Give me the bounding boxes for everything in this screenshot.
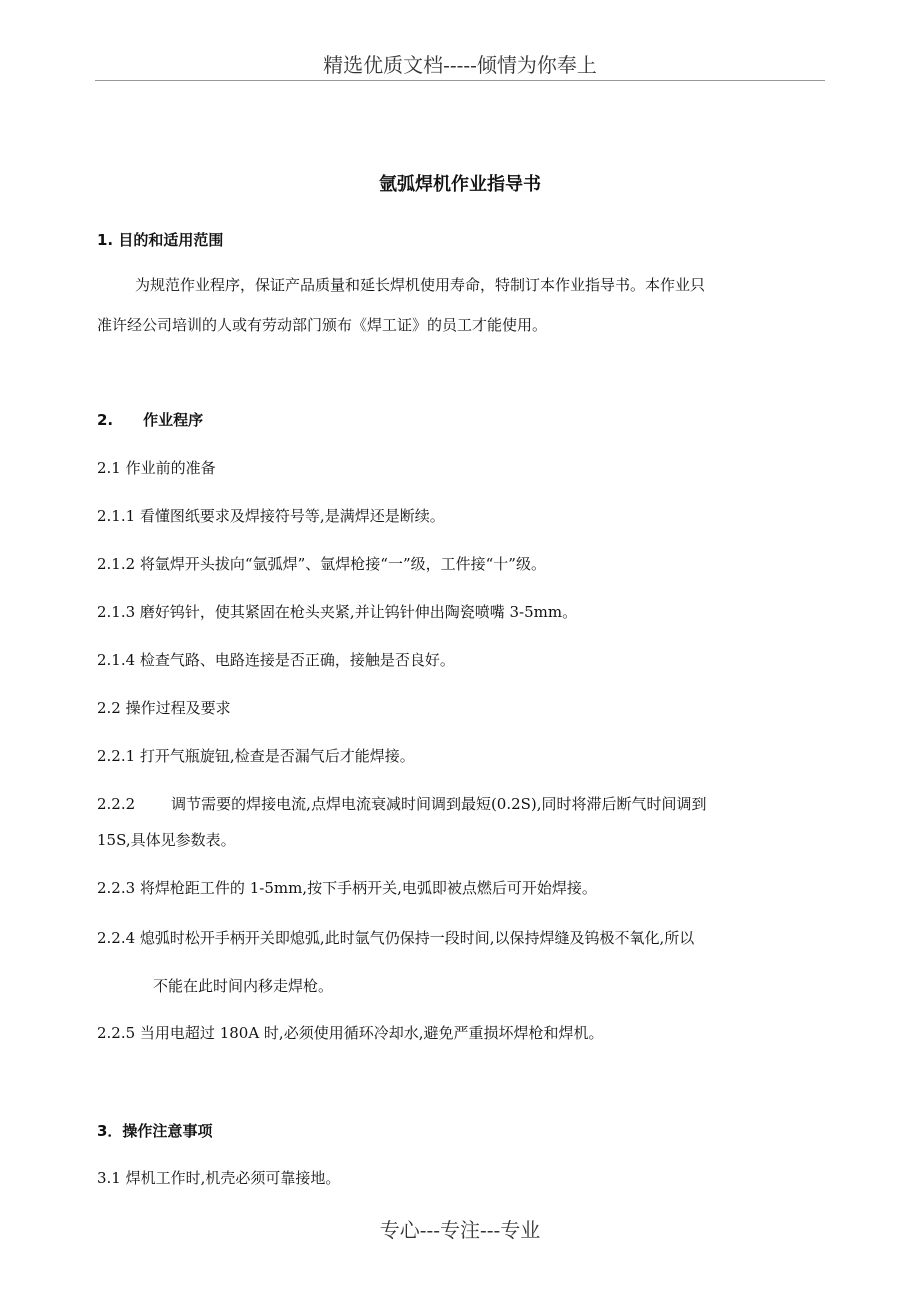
item-2-2-4-line-1: 2.2.4 熄弧时松开手柄开关即熄弧,此时氩气仍保持一段时间,以保持焊缝及钨极不氧化,所以 bbox=[97, 929, 695, 947]
document-title: 氩弧焊机作业指导书 bbox=[379, 174, 541, 195]
header-divider bbox=[95, 80, 825, 81]
item-2-2-4-line-2: 不能在此时间内移走焊枪。 bbox=[153, 977, 334, 995]
item-2-1-1: 2.1.1 看懂图纸要求及焊接符号等,是满焊还是断续。 bbox=[97, 507, 445, 525]
section-1-paragraph-line-2: 准许经公司培训的人或有劳动部门颁布《焊工证》的员工才能使用。 bbox=[97, 316, 548, 334]
item-2-2-3: 2.2.3 将焊枪距工件的 1-5mm,按下手柄开关,电弧即被点燃后可开始焊接。 bbox=[97, 879, 597, 897]
item-2-1: 2.1 作业前的准备 bbox=[97, 459, 216, 477]
section-2-number: 2. bbox=[97, 411, 114, 429]
section-1-paragraph-line-1: 为规范作业程序，保证产品质量和延长焊机使用寿命，特制订本作业指导书。本作业只 bbox=[135, 276, 706, 294]
section-1-heading: 1. 目的和适用范围 bbox=[97, 231, 224, 249]
item-2-2-2-text: 调节需要的焊接电流,点焊电流衰减时间调到最短(0.2S),同时将滞后断气时间调到 bbox=[171, 795, 707, 813]
section-3-heading: 3．操作注意事项 bbox=[97, 1122, 213, 1140]
item-2-2: 2.2 操作过程及要求 bbox=[97, 699, 231, 717]
item-2-2-2-line-2: 15S,具体见参数表。 bbox=[97, 831, 236, 849]
section-2-title: 作业程序 bbox=[143, 411, 204, 429]
section-2-heading bbox=[97, 409, 850, 431]
item-2-1-3: 2.1.3 磨好钨针，使其紧固在枪头夹紧,并让钨针伸出陶瓷喷嘴 3-5mm。 bbox=[97, 603, 578, 621]
item-3-1: 3.1 焊机工作时,机壳必须可靠接地。 bbox=[97, 1169, 341, 1187]
item-2-1-2: 2.1.2 将氩焊开头拔向“氩弧焊”、氩焊枪接“一”级，工件接“十”级。 bbox=[97, 555, 546, 573]
item-2-2-2-line-1 bbox=[97, 793, 850, 815]
item-2-2-5: 2.2.5 当用电超过 180A 时,必须使用循环冷却水,避免严重损坏焊枪和焊机。 bbox=[97, 1024, 604, 1042]
item-2-2-1: 2.2.1 打开气瓶旋钮,检查是否漏气后才能焊接。 bbox=[97, 747, 415, 765]
item-2-1-4: 2.1.4 检查气路、电路连接是否正确，接触是否良好。 bbox=[97, 651, 455, 669]
page-header: 精选优质文档-----倾情为你奉上 bbox=[323, 53, 597, 77]
item-2-2-2-number: 2.2.2 bbox=[97, 795, 136, 813]
page-footer: 专心---专注---专业 bbox=[379, 1218, 541, 1242]
